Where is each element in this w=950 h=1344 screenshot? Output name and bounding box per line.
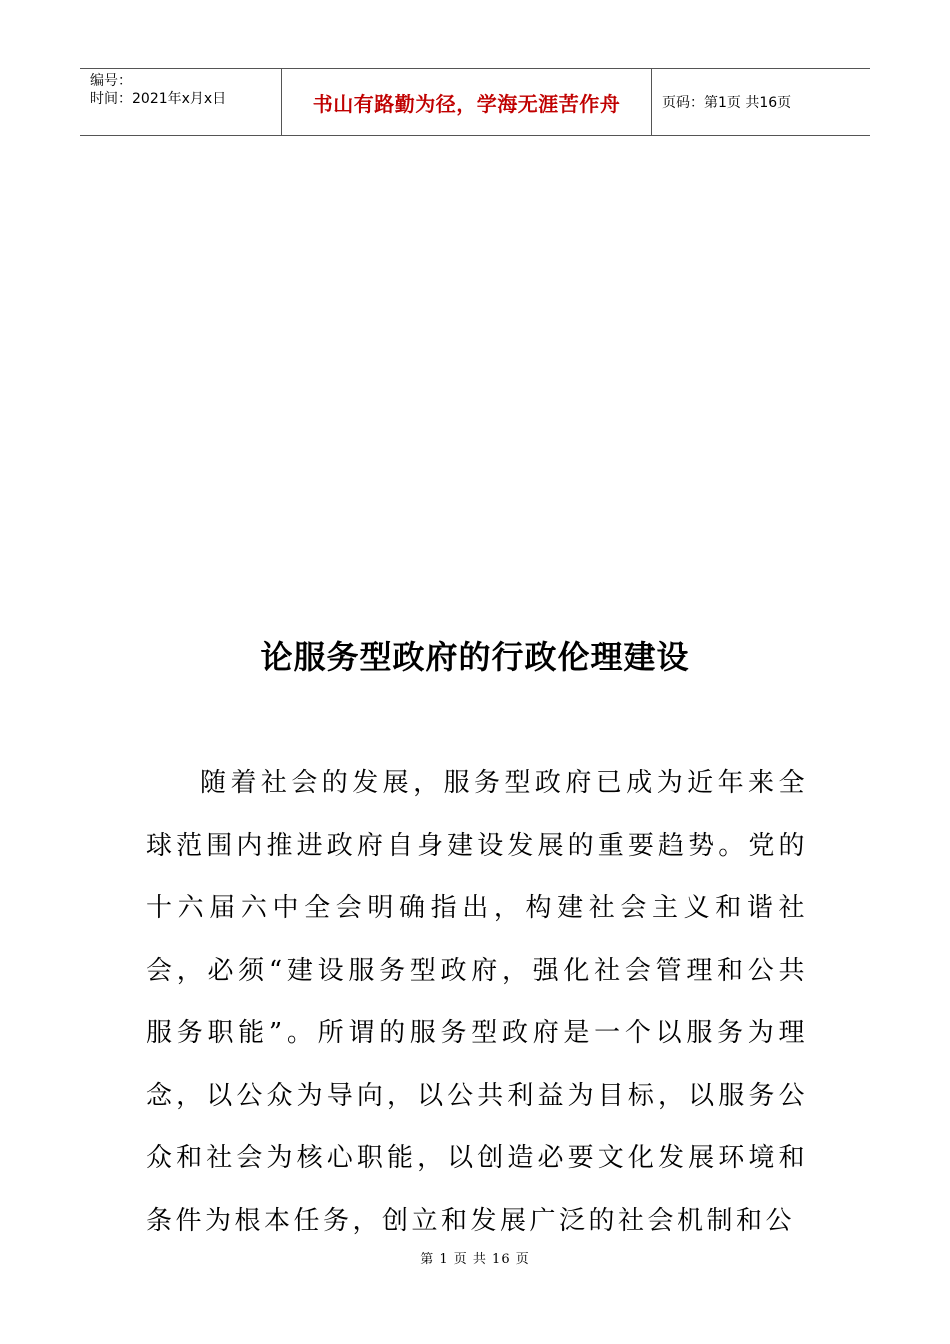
motto-text: 书山有路勤为径，学海无涯苦作舟 [312, 91, 621, 116]
date-label: 时间：2021年x月x日 [90, 91, 227, 107]
header-motto-cell [282, 69, 652, 135]
page-info: 页码：第1页 共16页 [662, 95, 792, 111]
header-page-cell [652, 69, 870, 135]
number-label: 编号： [90, 73, 132, 89]
document-title: 论服务型政府的行政伦理建设 [260, 638, 690, 676]
document-header [80, 68, 870, 136]
body-paragraph: 随着社会的发展，服务型政府已成为近年来全球范围内推进政府自身建设发展的重要趋势。党的十六届六中全会明确指出，构建社会主义和谐社会，必须“建设服务型政府，强化社会管理和公共服务职能”。所谓的服务型政府是一个以服务为理念，以公众为导向，以公共利益为目标，以服务公众和社会为核心职能，以创造必要文化发展环境和条件为根本任务，创立和发展广泛的社会机制和公 [146, 768, 808, 1236]
header-meta-cell [80, 69, 282, 135]
page-footer: 第 1 页 共 16 页 [420, 1252, 530, 1267]
